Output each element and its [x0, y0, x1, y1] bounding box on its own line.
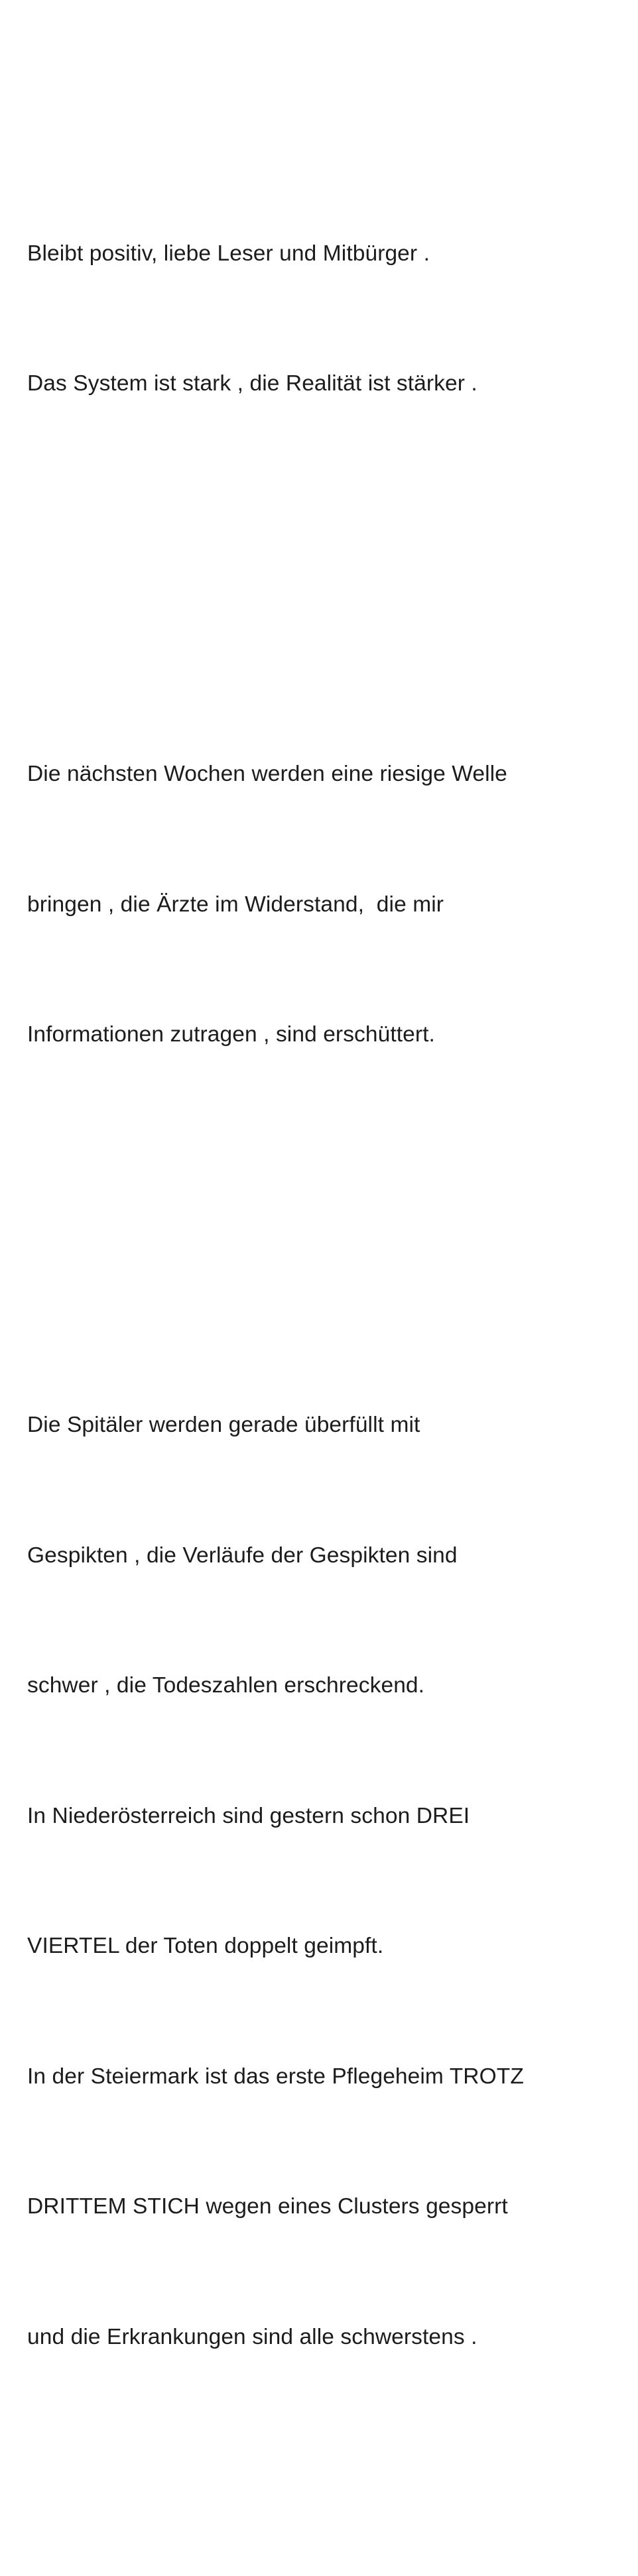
paragraph-2	[27, 666, 614, 1143]
text-line: Die Spitäler werden gerade überfüllt mit	[27, 1413, 420, 1437]
text-line: DRITTEM STICH wegen eines Clusters gesperrt	[27, 2194, 508, 2219]
text-line: Bleibt positiv, liebe Leser und Mitbürger .	[27, 241, 430, 266]
text-line: Das System ist stark , die Realität ist stärker .	[27, 371, 478, 396]
text-line: bringen , die Ärzte im Widerstand, die mir	[27, 892, 444, 917]
text-line: Informationen zutragen , sind erschüttert.	[27, 1022, 435, 1047]
text-line: und die Erkrankungen sind alle schwerstens .	[27, 2324, 478, 2349]
text-line: In Niederösterreich sind gestern schon DREI	[27, 1803, 470, 1828]
document-text	[27, 15, 614, 2576]
paragraph-3	[27, 1317, 614, 2445]
text-line: Gespikten , die Verläufe der Gespikten sind	[27, 1543, 458, 1568]
text-line: schwer , die Todeszahlen erschreckend.	[27, 1673, 425, 1698]
text-line: VIERTEL der Toten doppelt geimpft.	[27, 1934, 384, 1958]
text-line: Die nächsten Wochen werden eine riesige Welle	[27, 762, 507, 786]
text-line: In der Steiermark ist das erste Pflegeheim TROTZ	[27, 2064, 524, 2089]
paragraph-1	[27, 145, 614, 493]
